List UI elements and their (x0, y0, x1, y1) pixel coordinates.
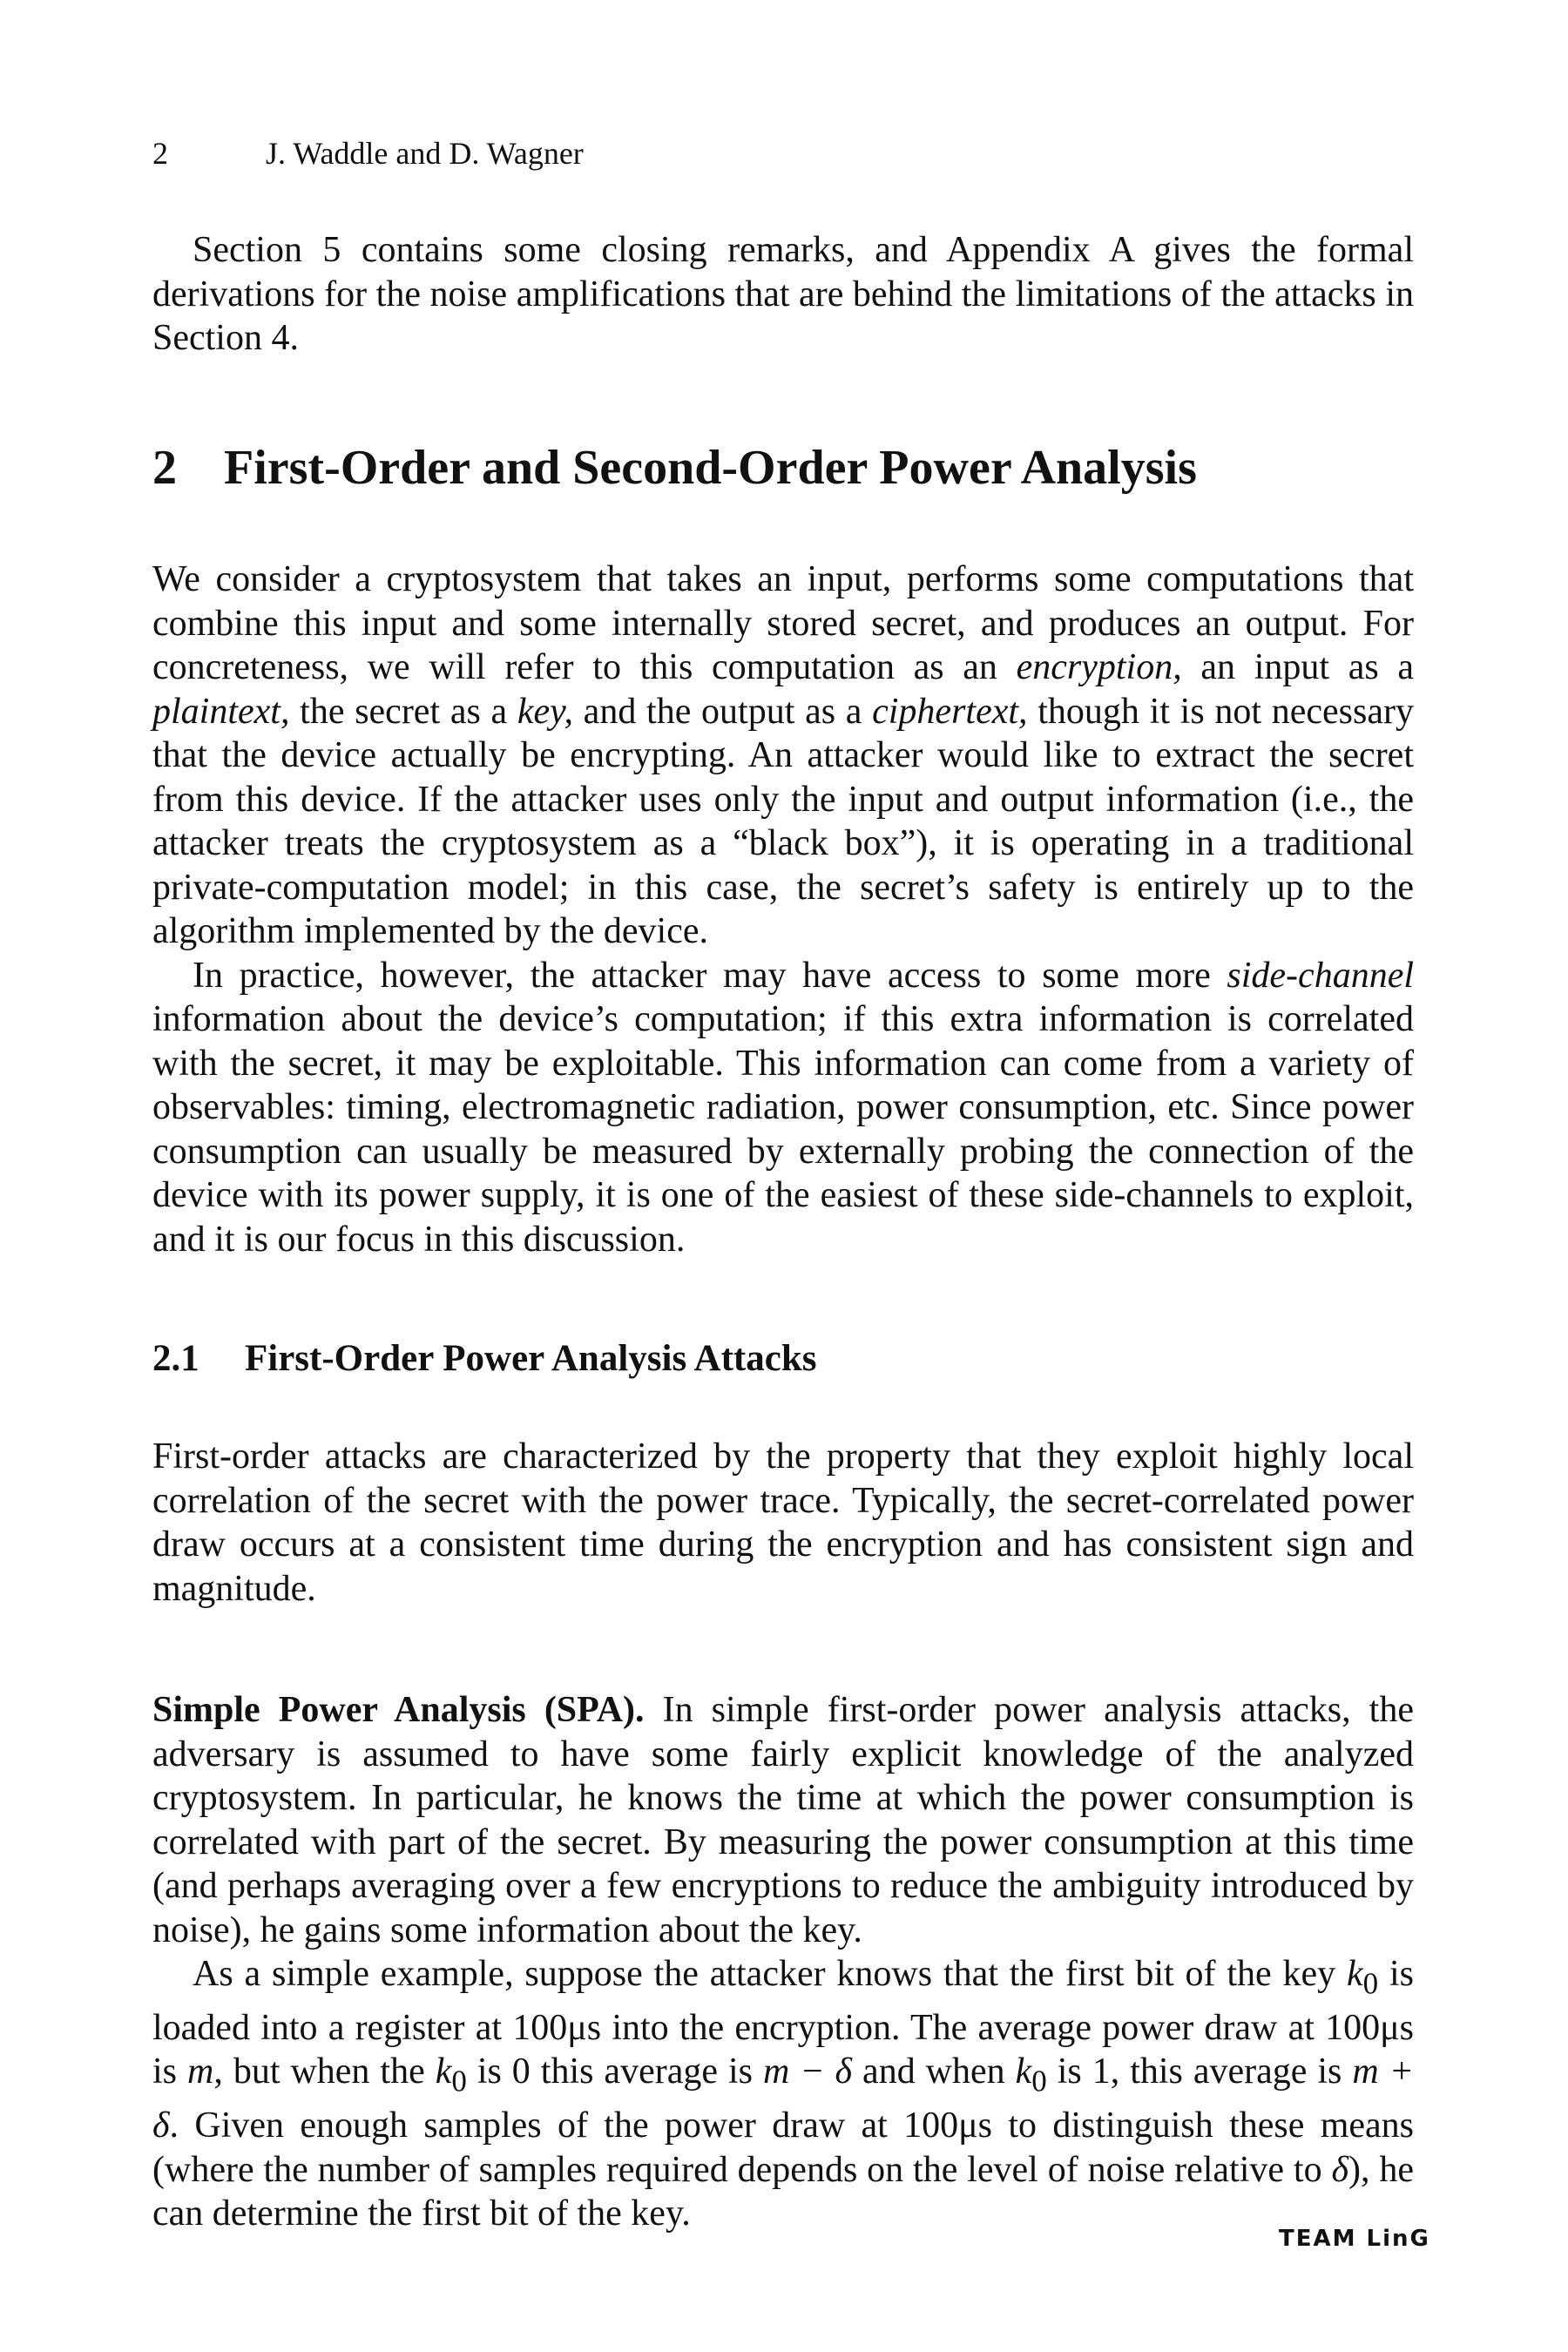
section-2-paragraph-1: We consider a cryptosystem that takes an input, performs some computations that combine this input and some internally stored secret, and produces an output. For concreteness, we will refer to this computation as an encryption, an input as a plaintext, the secret as a key, and the output as a ciphertext, though it is not necessary that the device actually be encrypting. An attacker would like to extract the secret from this device. If the attacker uses only the input and output information (i.e., the attacker treats the cryptosystem as a “black box”), it is operating in a traditional private-computation model; in this case, the secret’s safety is entirely up to the algorithm implemented by the device. (152, 559, 1414, 951)
team-ling-watermark: TEAM LinG (1279, 2226, 1430, 2252)
running-header (152, 135, 584, 172)
intro-paragraph-block (152, 228, 1414, 361)
section-2-body (152, 558, 1414, 1261)
header-authors: J. Waddle and D. Wagner (266, 136, 584, 171)
spa-block (152, 1688, 1414, 2236)
intro-paragraph: Section 5 contains some closing remarks, and Appendix A gives the formal derivations for the noise amplifications that are behind the limitations of the attacks in Section 4. (152, 230, 1414, 358)
subsection-2-1-heading (152, 1337, 817, 1380)
example-paragraph: As a simple example, suppose the attacker knows that the first bit of the key $k_0$ is loaded into a register at 100μs into the encryption. The average power draw at 100μs is m, but when the $k_0$ is 0 this average is m − δ and when $k_0$ is 1, this average is m + δ. Given enough samples of the power draw at 100μs to distinguish these means (where the number of samples required depends on the level of noise relative to δ), he can determine the first bit of the key. (152, 1954, 1415, 2234)
spa-paragraph: Simple Power Analysis (SPA). In simple first-order power analysis attacks, the adversary is assumed to have some fairly explicit knowledge of the analyzed cryptosystem. In particular, he knows the time at which the power consumption is correlated with part of the secret. By measuring the power consumption at this time (and perhaps averaging over a few encryptions to reduce the ambiguity introduced by noise), he gains some information about the key. (152, 1690, 1414, 1950)
subsection-title: First-Order Power Analysis Attacks (245, 1338, 817, 1379)
section-title: First-Order and Second-Order Power Analysis (224, 441, 1197, 495)
spa-run-in-heading: Simple Power Analysis (SPA). (152, 1690, 645, 1730)
page-number: 2 (152, 136, 168, 171)
section-number: 2 (152, 441, 177, 495)
section-2-paragraph-2: In practice, however, the attacker may have access to some more side-channel information about the device’s computation; if this extra information is correlated with the secret, it may be exploitable. This information can come from a variety of observables: timing, electromagnetic radiation, power consumption, etc. Since power consumption can usually be measured by externally probing the connection of the device with its power supply, it is one of the easiest of these side-channels to exploit, and it is our focus in this discussion. (152, 955, 1414, 1260)
section-2-heading (152, 440, 1197, 496)
first-order-paragraph: First-order attacks are characterized by the property that they exploit highly local correlation of the secret with the power trace. Typically, the secret-correlated power draw occurs at a consistent time during the encryption and has consistent sign and magnitude. (152, 1436, 1414, 1609)
subsection-number: 2.1 (152, 1338, 199, 1379)
subsection-2-1-intro (152, 1435, 1414, 1611)
